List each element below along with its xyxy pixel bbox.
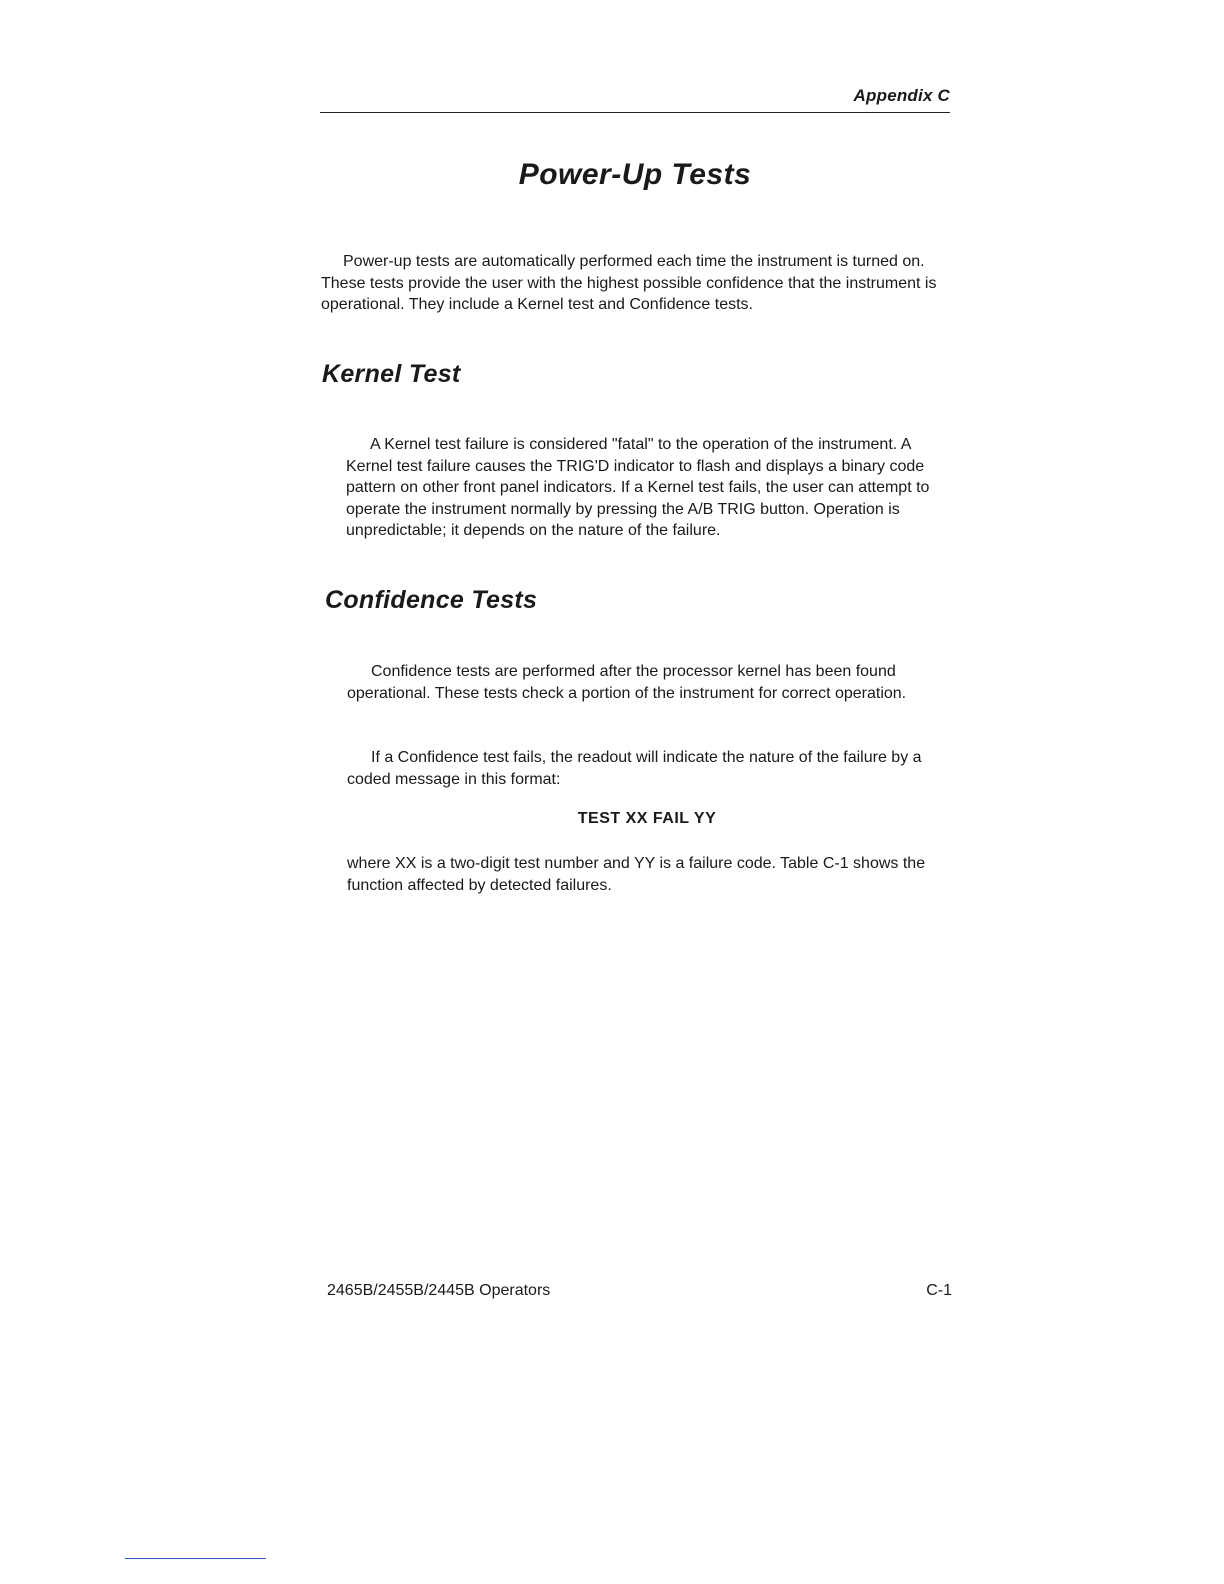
- confidence-paragraph-2: If a Confidence test fails, the readout will indicate the nature of the failure by a coded message in this format:: [347, 749, 922, 788]
- confidence-tests-heading: Confidence Tests: [325, 586, 538, 614]
- intro-paragraph: Power-up tests are automatically performed each time the instrument is turned on. These tests provide the user with the highest possible confidence that the instrument is operational. They include a Kernel test and Confidence tests.: [321, 253, 937, 313]
- footer-page-number: C-1: [926, 1282, 952, 1299]
- kernel-test-paragraph: A Kernel test failure is considered "fatal" to the operation of the instrument. A Kernel test failure causes the TRIG'D indicator to flash and displays a binary code pattern on other front panel indicators. If a Kernel test fails, the user can attempt to operate the instrument normally by pressing the A/B TRIG button. Operation is unpredictable; it depends on the nature of the failure.: [346, 436, 930, 539]
- appendix-label: Appendix C: [853, 86, 950, 105]
- header-rule: [320, 112, 950, 113]
- footer-manual-title: 2465B/2455B/2445B Operators: [327, 1282, 551, 1299]
- coded-message-format: TEST XX FAIL YY: [577, 810, 717, 827]
- bottom-edge-rule: [125, 1558, 266, 1559]
- kernel-test-heading: Kernel Test: [322, 360, 461, 388]
- page-header: [320, 86, 950, 116]
- confidence-paragraph-3: where XX is a two-digit test number and YY is a failure code. Table C-1 shows the function affected by detected failures.: [347, 855, 926, 894]
- confidence-paragraph-1: Confidence tests are performed after the processor kernel has been found operational. These tests check a portion of the instrument for correct operation.: [347, 663, 907, 702]
- page-title: Power-Up Tests: [518, 158, 752, 191]
